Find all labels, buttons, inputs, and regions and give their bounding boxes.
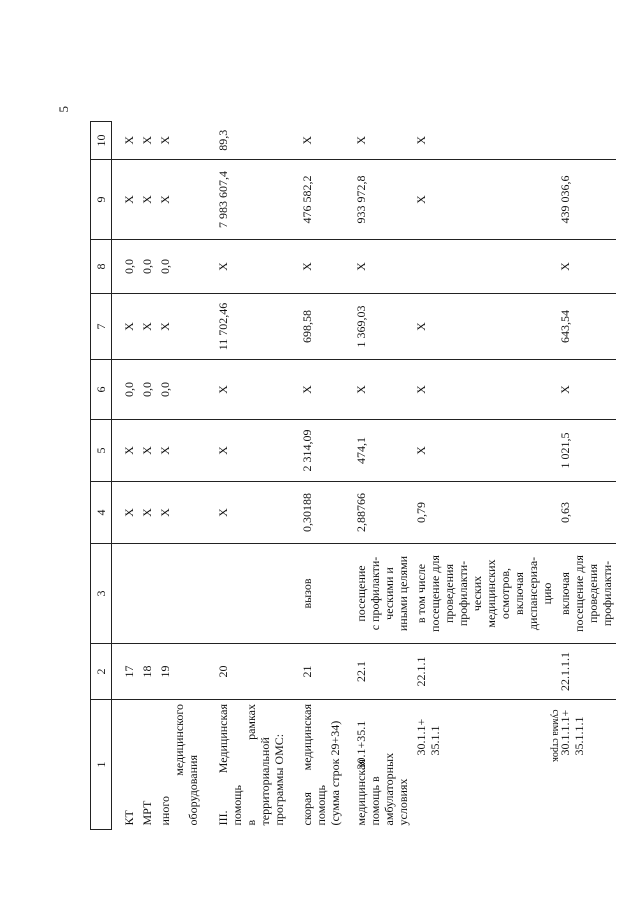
table-row-22-1-1-1 [556,122,616,830]
rotated-sheet [32,82,614,862]
table-row-19 [156,122,202,830]
row-code: 19 [156,644,202,700]
cell: Х [556,360,616,420]
row-code: 21 [288,644,344,700]
cell: Х [202,420,288,482]
header-col-3: 3 [91,544,112,644]
table-row-21 [288,122,344,830]
cell: 2,88766 [344,482,412,544]
header-col-6: 6 [91,360,112,420]
cell: Х [156,294,202,360]
row-label-part: программы ОМС: [272,733,286,826]
row-label-text: медицинская помощь в амбулаторных условиях [354,752,410,826]
upside-down-note: сумма строк [550,709,561,762]
row-code: 20 [202,644,288,700]
row-label-part: медицинского [172,704,186,776]
header-col-5: 5 [91,420,112,482]
cell: 698,58 [288,294,344,360]
cell: 439 036,6 [556,160,616,240]
cell: 0,0 [138,360,156,420]
cell: Х [112,482,139,544]
table-row-22-1 [344,122,412,830]
cell: 1 369,03 [344,294,412,360]
unit-cell: включая посещение для проведения профилакти- [556,544,616,644]
header-col-2: 2 [91,644,112,700]
table-row-20 [202,122,288,830]
cell [556,122,616,160]
cell: Х [138,122,156,160]
cell: Х [156,160,202,240]
header-col-1: 1 [91,700,112,830]
unit-cell: в том числе посещение для проведения профилакти- ческих медицинских осмотров, включая диспансериза- цию [412,544,556,644]
cell: Х [412,360,556,420]
unit-cell [138,544,156,644]
cell: Х [412,122,556,160]
cell: 0,0 [112,360,139,420]
cell: 0,63 [556,482,616,544]
cell: 89,3 [202,122,288,160]
row-label [556,700,616,830]
row-label-part: иного [158,796,172,826]
cell: 933 972,8 [344,160,412,240]
cell: Х [156,420,202,482]
row-code: 22.1.1.1 [556,644,616,700]
cell [412,240,556,294]
cell: 0,30188 [288,482,344,544]
unit-cell [202,544,288,644]
cell: Х [412,160,556,240]
header-col-10: 10 [91,122,112,160]
row-label-part: оборудования [186,755,200,826]
cell: Х [556,240,616,294]
row-label [288,700,344,830]
row-label-part: в рамках территориальной [244,704,272,826]
row-label: КТ [122,810,136,826]
cell: Х [288,122,344,160]
cell: Х [138,420,156,482]
table-row-22-1-1 [412,122,556,830]
cell: Х [202,240,288,294]
cell: Х [112,160,139,240]
cell: 0,0 [156,360,202,420]
cell: 2 314,09 [288,420,344,482]
cell: Х [138,160,156,240]
row-label [156,700,202,830]
row-label [344,700,412,830]
header-col-7: 7 [91,294,112,360]
table-row-17 [112,122,139,830]
cell: 11 702,46 [202,294,288,360]
cell: 474,1 [344,420,412,482]
cell: Х [202,482,288,544]
row-label [412,700,556,830]
row-formula: 30.1.1+ 35.1.1 [414,718,442,756]
header-col-4: 4 [91,482,112,544]
cell: Х [344,240,412,294]
row-label-block [354,704,410,826]
cell: Х [112,420,139,482]
cell: Х [112,294,139,360]
cell: Х [344,122,412,160]
unit-cell: вызов [288,544,344,644]
table-row-18 [138,122,156,830]
cell: Х [156,482,202,544]
unit-cell: посещение с профилакти- ческими и иными целями [344,544,412,644]
cell: 0,0 [112,240,139,294]
cell: 643,54 [556,294,616,360]
cell: Х [288,240,344,294]
row-formula: 30.1.1.1+ 35.1.1.1 [558,709,586,756]
row-code: 22.1 [344,644,412,700]
cell: Х [344,360,412,420]
row-label-part: скорая медицинская помощь [300,704,328,826]
row-label [202,700,288,830]
row-code: 18 [138,644,156,700]
cell: Х [202,360,288,420]
header-col-8: 8 [91,240,112,294]
row-code: 22.1.1 [412,644,556,700]
cell: Х [288,360,344,420]
row-label-part: (сумма строк 29+34) [328,720,342,826]
cell: 7 983 607,4 [202,160,288,240]
cell: Х [156,122,202,160]
cell: 1 021,5 [556,420,616,482]
cell: Х [138,294,156,360]
cell: 0,79 [412,482,556,544]
cell: Х [412,420,556,482]
unit-cell [156,544,202,644]
header-col-9: 9 [91,160,112,240]
financing-table [90,121,616,830]
row-label: МРТ [140,800,154,826]
cell: 0,0 [156,240,202,294]
row-formula: 30.1+35.1 [354,720,368,770]
cell: 476 582,2 [288,160,344,240]
unit-cell [112,544,139,644]
cell: Х [138,482,156,544]
cell: Х [412,294,556,360]
row-label-part: III. Медицинская помощь [216,704,244,826]
cell: Х [112,122,139,160]
row-code: 17 [112,644,139,700]
page-number: 5 [56,106,71,113]
cell: 0,0 [138,240,156,294]
header-row [91,122,112,830]
